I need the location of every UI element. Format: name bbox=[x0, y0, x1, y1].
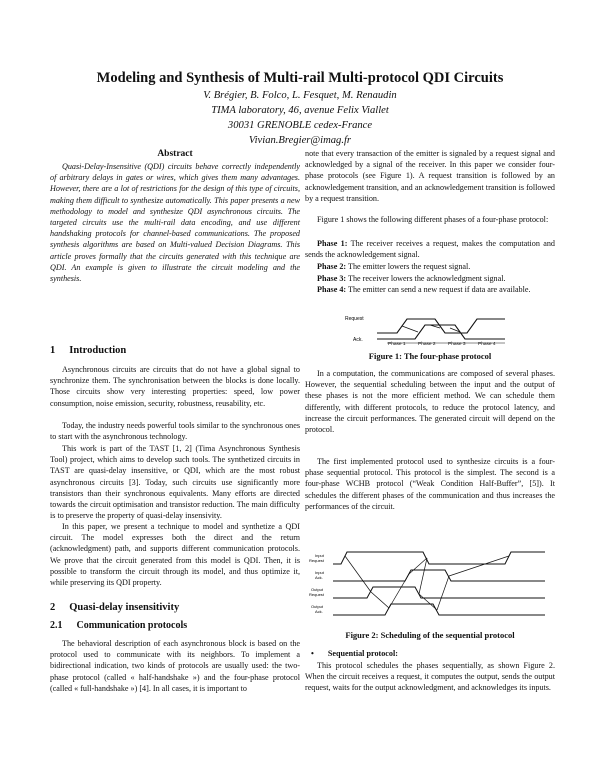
signal-label: Ack. bbox=[315, 609, 323, 614]
causality-arrow bbox=[449, 556, 509, 576]
phase-text: The receiver receives a request, makes the computation and sends the acknowledgement signal. bbox=[305, 239, 555, 260]
causality-arrow bbox=[419, 558, 427, 594]
phase-4-item bbox=[305, 284, 555, 295]
phase-text: The emitter can send a new request if data are available. bbox=[348, 285, 531, 294]
section-2-heading bbox=[50, 602, 300, 613]
phase-label: Phase 4: bbox=[317, 285, 347, 294]
phase-label: Phase 1 bbox=[388, 342, 406, 347]
section-number: 2 bbox=[50, 602, 56, 613]
phase-label: Phase 3 bbox=[448, 342, 466, 347]
section-2-1-paragraph-1: The behavioral description of each asynchronous block is based on the protocol used to communicate with its neighbors. To implement a bidirectional indication, two kinds of protocols are usually used: the two-phase protocol (called « half-handshake ») and the four-phase protocol (called « full-handshake ») [4]. In all cases, it is important to bbox=[50, 639, 300, 693]
causality-arrow bbox=[402, 326, 418, 332]
sequential-protocol-paragraph: This protocol schedules the phases sequentially, as shown Figure 2. When the circuit receives a request, it computes the output, sends the output request, waits for the output acknowledgment, and acknowledges its inputs. bbox=[305, 661, 555, 693]
section-number: 1 bbox=[50, 345, 56, 356]
phase-label: Phase 3: bbox=[317, 274, 347, 283]
phase-label: Phase 1: bbox=[317, 239, 348, 248]
protocol-paragraph-4: The first implemented protocol used to synthesize circuits is a four-phase sequential protocol. This protocol is the simplest. The second is a four-phase WCHB protocol (“Weak Condition Half-Buffer”, [5]). It schedules the different phases of the communication and thus increases the performances of the circuit. bbox=[305, 457, 555, 511]
causality-arrow bbox=[371, 592, 389, 608]
input-ack-waveform bbox=[333, 570, 545, 581]
figure-1-phase-labels bbox=[305, 339, 555, 347]
output-ack-waveform bbox=[333, 604, 545, 615]
phase-label: Phase 2: bbox=[317, 262, 347, 271]
bullet-icon: • bbox=[311, 649, 314, 658]
city-line: 30031 GRENOBLE cedex-France bbox=[227, 120, 373, 131]
figure-2-caption: Figure 2: Scheduling of the sequential protocol bbox=[345, 630, 515, 640]
causality-arrow bbox=[345, 556, 371, 592]
protocol-paragraph-3: In a computation, the communications are composed of several phases. However, the sequential scheduling between the input and the output of these phases is not the more efficient method. We can schedule them differently, with different protocols, to reduce the protocol latency, and increase the circuit performances. The generated circuit will depend on the protocol. bbox=[305, 369, 555, 435]
figure-2-sequential-schedule bbox=[305, 550, 555, 624]
subsection-number: 2.1 bbox=[50, 620, 63, 631]
bullet-label: Sequential protocol: bbox=[327, 649, 398, 658]
section-title: Introduction bbox=[69, 345, 127, 356]
intro-paragraph-3: This work is part of the TAST [1, 2] (Tima Asynchronous Synthesis Tool) project, which aims to develop such tools. The synthetized circuits in TAST are quasi-delay insensitive, or QDI, which are the most robust asynchronous circuits [3]. Today, such circuits use significantly more transistors than their synchronous equivalents. Many efforts are directed towards the circuit optimisation and transistor reduction. The main difficulty is to preserve the property of quasi-delay insensivity. bbox=[50, 444, 300, 521]
section-1-heading bbox=[50, 345, 300, 356]
subsection-title: Communication protocols bbox=[76, 620, 188, 631]
affiliation: TIMA laboratory, 46, avenue Felix Viallet bbox=[211, 105, 389, 116]
paper-title: Modeling and Synthesis of Multi-rail Multi-protocol QDI Circuits bbox=[96, 70, 504, 86]
signal-label: Request bbox=[309, 558, 324, 563]
signal-label: Input bbox=[315, 570, 324, 575]
phase-1-item bbox=[305, 238, 555, 260]
section-2-1-heading bbox=[50, 620, 300, 631]
author-email: Vivian.Bregier@imag.fr bbox=[248, 135, 352, 146]
request-waveform bbox=[377, 319, 505, 333]
figure-1-caption: Figure 1: The four-phase protocol bbox=[368, 351, 492, 361]
intro-paragraph-1: Asynchronous circuits are circuits that do not have a global signal to synchronize them. The synchronisation between the blocks is done locally. Those circuits show very interesting properties: speed, low power consumption, noise emission, security, robustness, reusability, etc. bbox=[50, 365, 300, 408]
phase-label: Phase 2 bbox=[418, 342, 436, 347]
author-list: V. Brégier, B. Folco, L. Fesquet, M. Renaudin bbox=[203, 90, 397, 101]
intro-paragraph-4: In this paper, we present a technique to model and synthetize a QDI circuit. The model expresses both the direct and the return (acknowledgment) path, and supports different communication protocols. We prove that the circuit generated from this model is QDI. Then, it is possible to transform the circuit through its model, and thus optimize it, while preserving its QDI property. bbox=[50, 522, 300, 588]
causality-arrow bbox=[419, 594, 437, 610]
section-title: Quasi-delay insensitivity bbox=[69, 602, 180, 613]
output-request-waveform bbox=[333, 587, 545, 598]
signal-label: Ack. bbox=[315, 575, 323, 580]
signal-label: Output bbox=[311, 604, 324, 609]
signal-label: Output bbox=[311, 587, 324, 592]
protocol-paragraph-1: note that every transaction of the emitter is signaled by a request signal and acknowledged by a signal of the receiver. In this paper we consider four-phase protocols (see Figure 1). A request transition is followed by an acknowledgement transition, and an acknowledgement transition is followed by a request transition. bbox=[305, 149, 555, 203]
phase-text: The receiver lowers the acknowledgment signal. bbox=[348, 274, 506, 283]
phase-label: Phase 4 bbox=[478, 342, 496, 347]
intro-paragraph-2: Today, the industry needs powerful tools similar to the synchronous ones to start with the asynchronous technology. bbox=[50, 421, 300, 442]
causality-arrow bbox=[389, 574, 409, 608]
ack-signal-label: Ack. bbox=[353, 337, 363, 343]
phase-3-item bbox=[305, 273, 555, 284]
abstract-heading: Abstract bbox=[157, 149, 193, 159]
sequential-protocol-bullet bbox=[305, 648, 561, 659]
signal-label: Input bbox=[315, 553, 324, 558]
phase-2-item bbox=[305, 261, 555, 272]
input-request-waveform bbox=[333, 552, 545, 564]
request-signal-label: Request bbox=[345, 316, 364, 322]
phase-text: The emitter lowers the request signal. bbox=[348, 262, 471, 271]
signal-label: Request bbox=[309, 592, 324, 597]
protocol-paragraph-2: Figure 1 shows the following different phases of a four-phase protocol: bbox=[317, 215, 549, 224]
causality-arrow bbox=[437, 576, 449, 610]
abstract-text: Quasi-Delay-Insensitive (QDI) circuits behave correctly independently of arbitrary delays in gates or wires, which gives them many advantages. However, there are a lot of restrictions for the design of this type of circuits, making them difficult to synthesize automatically. This paper presents a new methodology to model and synthesize QDI asynchronous circuits. The targeted circuits use the multi-rail data encoding, and use different handshaking protocols for channel-based communications. The proposed synthesis algorithms are based on Multi-valued Decision Diagrams. This article proves formally that the circuits generated with this technique are QDI. An example is given to illustrate the circuit modeling and the synthesis. bbox=[50, 162, 300, 284]
